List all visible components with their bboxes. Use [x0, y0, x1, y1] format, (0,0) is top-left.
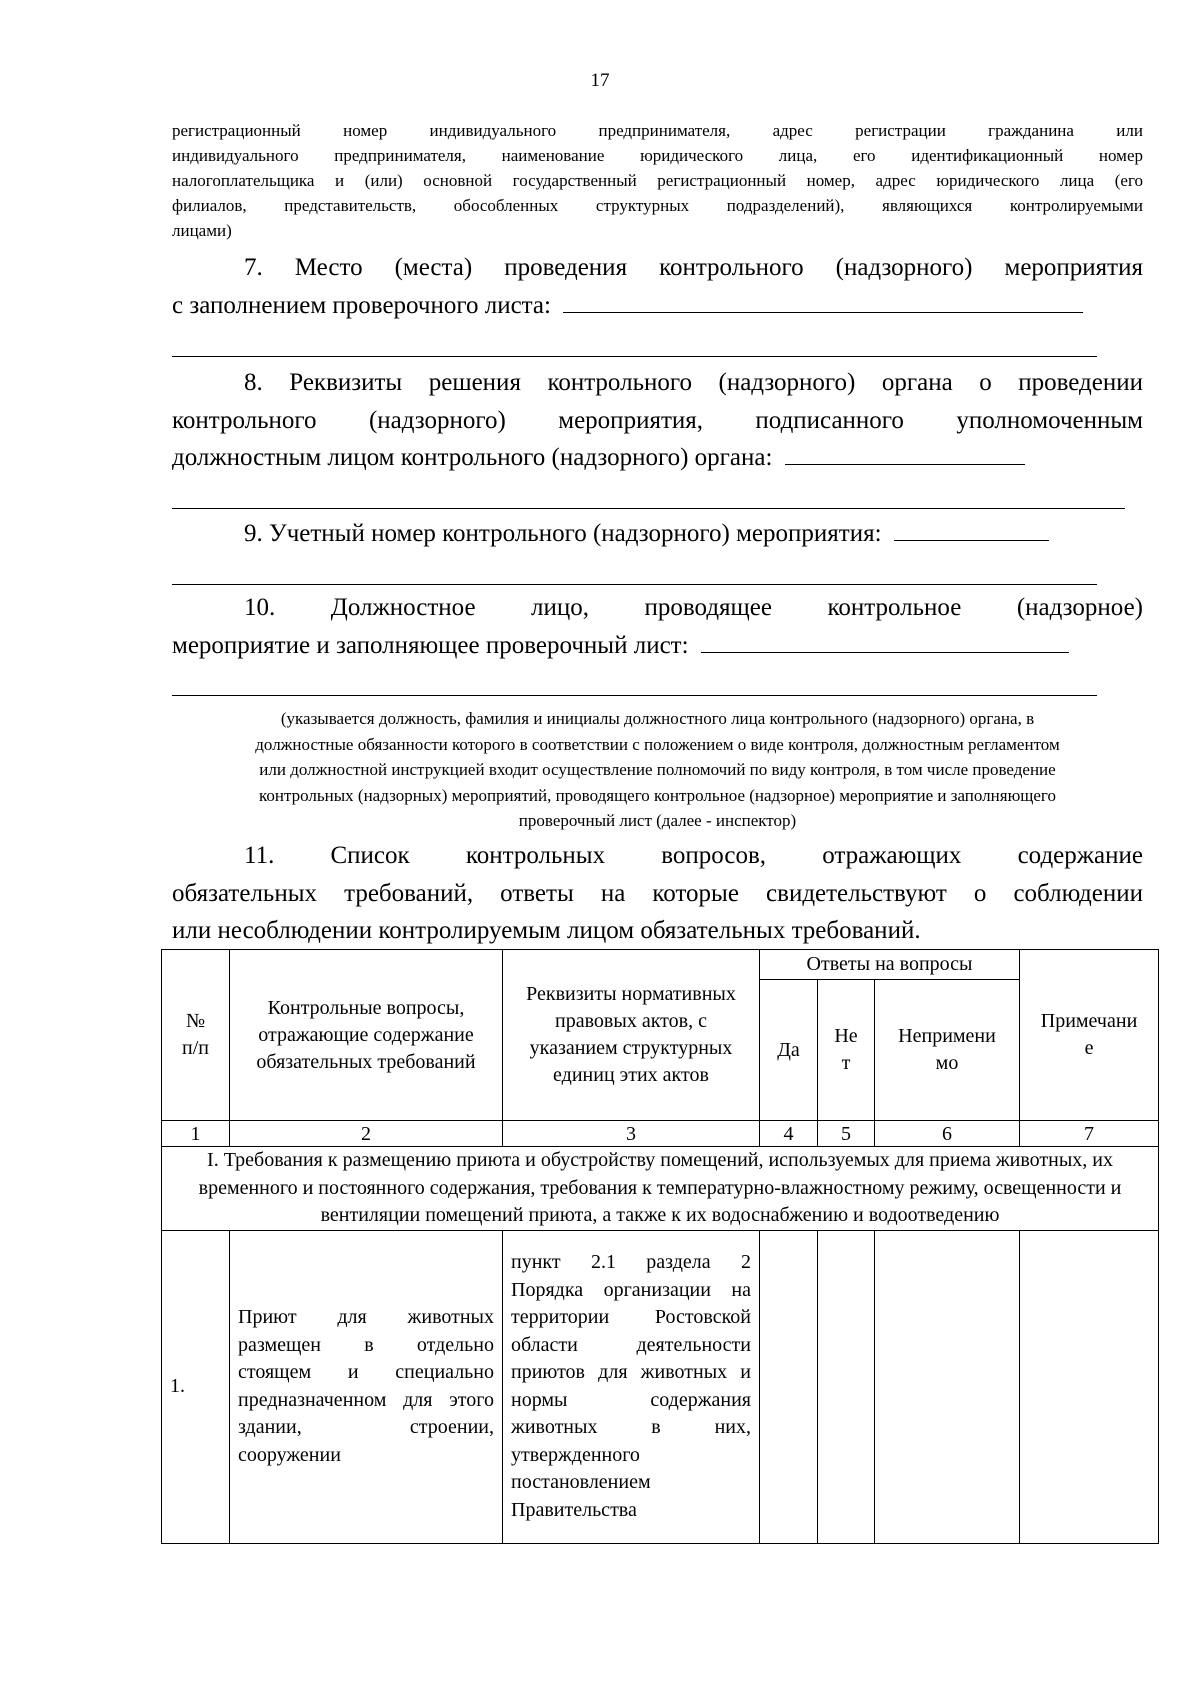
- intro-line-2: индивидуального предпринимателя, наименование юридического лица, его идентификационный номер: [172, 146, 1143, 165]
- item10-fill-line[interactable]: [701, 630, 1069, 653]
- header-num: [162, 950, 230, 1121]
- row-question: Приют для животных размещен в отдельно стоящем и специально предназначенном для этого здании, строении, сооружении: [230, 1230, 503, 1543]
- item8-text-3: должностным лицом контрольного (надзорного) органа:: [172, 444, 773, 471]
- item7-extra-line[interactable]: [172, 356, 1097, 357]
- note-line-2: должностные обязанности которого в соответствии с положением о виде контроля, должностным регламентом: [255, 735, 1060, 754]
- intro-line-1: регистрационный номер индивидуального предпринимателя, адрес регистрации гражданина или: [172, 121, 1143, 140]
- note-line-3: или должностной инструкцией входит осуществление полномочий по виду контроля, в том числе проведение: [259, 760, 1056, 779]
- item9-text-1: 9. Учетный номер контрольного (надзорного) мероприятия:: [244, 520, 882, 547]
- header-no-line1: Не: [834, 1025, 858, 1047]
- header-no-line2: т: [841, 1052, 851, 1074]
- item8-fill-line[interactable]: [785, 442, 1025, 465]
- intro-line-5: лицами): [172, 221, 232, 240]
- header-answers: Ответы на вопросы: [760, 950, 1020, 980]
- col-number-5: 5: [818, 1121, 875, 1147]
- intro-line-3: налогоплательщика и (или) основной государственный регистрационный номер, адрес юридического лица (его: [172, 171, 1143, 190]
- item11-line2: обязательных требований, ответы на которые свидетельствуют о соблюдении: [172, 880, 1143, 907]
- checklist-table: [161, 949, 1159, 1544]
- header-na-line1: Непримени: [898, 1025, 996, 1047]
- item10-text-2: мероприятие и заполняющее проверочный лист:: [172, 632, 689, 659]
- col-number-4: 4: [760, 1121, 818, 1147]
- item10-extra-line[interactable]: [172, 695, 1097, 696]
- item11-line1: [172, 838, 1143, 874]
- col-number-2: 2: [230, 1121, 503, 1147]
- item8-text-1: 8. Реквизиты решения контрольного (надзорного) органа о проведении: [244, 369, 1143, 396]
- item7-fill-line[interactable]: [563, 290, 1083, 313]
- col-number-6: 6: [875, 1121, 1020, 1147]
- item8-line3: [172, 440, 1143, 476]
- col-number-3: 3: [503, 1121, 760, 1147]
- row-requisites: пункт 2.1 раздела 2 Порядка организации на территории Ростовской области деятельности приютов для животных и нормы содержания животных в них, утвержденного постановлением Правительства: [503, 1230, 760, 1543]
- header-questions: Контрольные вопросы, отражающие содержание обязательных требований: [230, 950, 503, 1121]
- header-yes: Да: [760, 980, 818, 1121]
- row-num: 1.: [162, 1230, 230, 1543]
- row-answer-yes[interactable]: [760, 1230, 818, 1543]
- header-num-line1: №: [185, 1010, 206, 1032]
- item11-line3: или несоблюдении контролируемым лицом обязательных требований.: [172, 917, 921, 944]
- item7-text-2: с заполнением проверочного листа:: [172, 292, 551, 319]
- row-answer-na[interactable]: [875, 1230, 1020, 1543]
- col-number-7: 7: [1020, 1121, 1159, 1147]
- item10-text-1: 10. Должностное лицо, проводящее контрольное (надзорное): [244, 594, 1143, 621]
- header-na-line2: мо: [935, 1052, 959, 1074]
- header-notes: [1020, 950, 1159, 1121]
- section-title: I. Требования к размещению приюта и обустройству помещений, используемых для приема животных, их временного и постоянного содержания, требования к температурно-влажностному режиму, освещенности и вентиляции помещений приюта, а также к их водоснабжению и водоотведению: [162, 1147, 1159, 1231]
- intro-line-4: филиалов, представительств, обособленных структурных подразделений), являющихся контролируемыми: [172, 196, 1143, 215]
- item10-line1: [172, 590, 1143, 626]
- header-num-line2: п/п: [182, 1037, 209, 1059]
- note-line-4: контрольных (надзорных) мероприятий, проводящего контрольное (надзорное) мероприятие и заполняющего: [259, 786, 1056, 805]
- header-no: [818, 980, 875, 1121]
- item7-line1: [172, 250, 1143, 286]
- header-notes-line1: Примечани: [1040, 1010, 1138, 1032]
- item9-fill-line[interactable]: [894, 518, 1049, 541]
- item8-line2: контрольного (надзорного) мероприятия, подписанного уполномоченным: [172, 407, 1143, 434]
- header-na: [875, 980, 1020, 1121]
- page-number: 17: [590, 70, 610, 91]
- row-notes[interactable]: [1020, 1230, 1159, 1543]
- row-answer-no[interactable]: [818, 1230, 875, 1543]
- item9-line1: [172, 516, 1143, 552]
- header-requisites: Реквизиты нормативных правовых актов, с указанием структурных единиц этих актов: [503, 950, 760, 1121]
- item9-extra-line[interactable]: [172, 584, 1097, 585]
- item8-line1: [172, 365, 1143, 401]
- item10-line2: [172, 628, 1143, 664]
- item7-line2: [172, 288, 1143, 324]
- item7-text-1: 7. Место (места) проведения контрольного (надзорного) мероприятия: [244, 254, 1143, 281]
- item8-extra-line[interactable]: [172, 508, 1125, 509]
- note-line-5: проверочный лист (далее - инспектор): [518, 811, 797, 830]
- item11-text-1: 11. Список контрольных вопросов, отражающих содержание: [244, 842, 1143, 869]
- note-line-1: (указывается должность, фамилия и инициалы должностного лица контрольного (надзорного) органа, в: [280, 709, 1035, 728]
- header-notes-line2: е: [1084, 1037, 1094, 1059]
- col-number-1: 1: [162, 1121, 230, 1147]
